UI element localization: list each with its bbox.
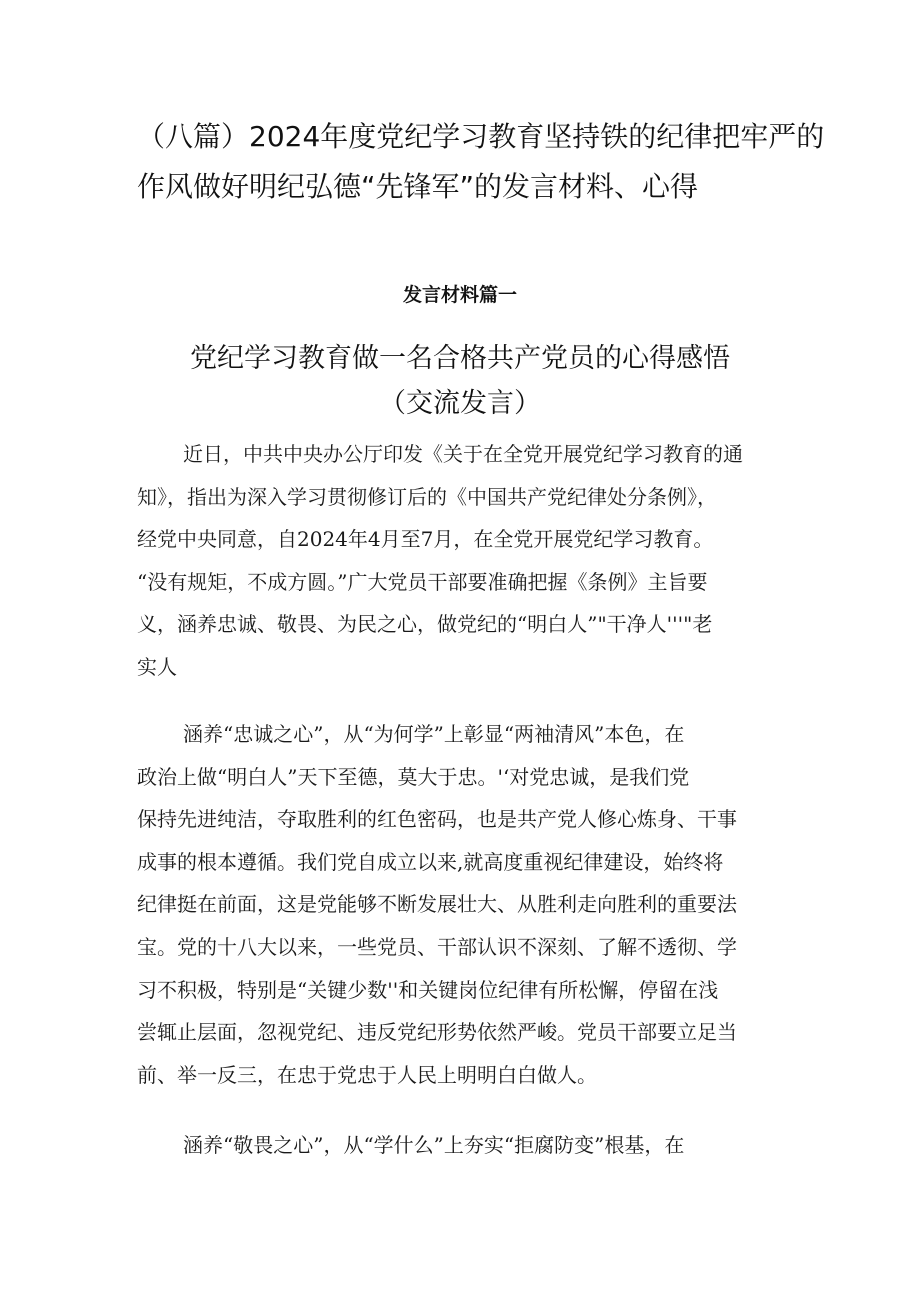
paragraph-line: 宝。党的十八大以来，一些党员、干部认识不深刻、了解不透彻、学 xyxy=(137,934,737,959)
paragraph-line: 经党中央同意，自2024年4月至7月，在全党开展党纪学习教育。 xyxy=(137,527,714,552)
paragraph-line: 涵养“敬畏之心”，从“学什么”上夯实“拒腐防变”根基，在 xyxy=(183,1133,685,1157)
paragraph-line: 成事的根本遵循。我们党自成立以来,就高度重视纪律建设，始终将 xyxy=(137,849,724,874)
paragraph-line: 知》，指出为深入学习贯彻修订后的《中国共产党纪律处分条例》， xyxy=(137,484,717,509)
paragraph-line: 前、举一反三，在忠于党忠于人民上明明白白做人。 xyxy=(137,1062,597,1087)
paragraph-line: 近日，中共中央办公厅印发《关于在全党开展党纪学习教育的通 xyxy=(183,442,743,466)
document-title xyxy=(137,112,825,212)
document-title-line: （八篇）2024年度党纪学习教育坚持铁的纪律把牢严的 xyxy=(137,120,825,153)
article-title-line: 党纪学习教育做一名合格共产党员的心得感悟 xyxy=(190,343,730,374)
paragraph-line: 纪律挺在前面，这是党能够不断发展壮大、从胜利走向胜利的重要法 xyxy=(137,892,737,917)
paragraph-line: 习不积极，特别是“关键少数''和关键岗位纪律有所松懈，停留在浅 xyxy=(137,977,719,1002)
paragraph-line: 尝辄止层面，忽视党纪、违反党纪形势依然严峻。党员干部要立足当 xyxy=(137,1020,737,1045)
article-title-line: （交流发言） xyxy=(379,388,541,419)
document-title-line: 作风做好明纪弘德“先锋军”的发言材料、心得 xyxy=(137,170,699,203)
paragraph-line: 政治上做“明白人”天下至德，莫大于忠。'‘对党忠诚，是我们党 xyxy=(137,764,690,789)
paragraph-line: 涵养“忠诚之心”，从“为何学”上彰显“两袖清风”本色，在 xyxy=(183,722,685,746)
paragraph-line: “没有规矩，不成方圆。”广大党员干部要准确把握《条例》主旨要 xyxy=(137,569,708,594)
paragraph-3 xyxy=(137,1124,792,1167)
paragraph-line: 实人 xyxy=(137,654,177,679)
article-title xyxy=(0,336,920,426)
paragraph-line: 保持先进纯洁，夺取胜利的红色密码，也是共产党人修心炼身、干事 xyxy=(137,807,737,832)
section-label: 发言材料篇一 xyxy=(402,284,517,306)
paragraph-2 xyxy=(137,713,792,1096)
paragraph-line: 义，涵养忠诚、敬畏、为民之心，做党纪的“明白人”"干净人'''"老 xyxy=(137,612,713,637)
paragraph-1 xyxy=(137,433,792,689)
